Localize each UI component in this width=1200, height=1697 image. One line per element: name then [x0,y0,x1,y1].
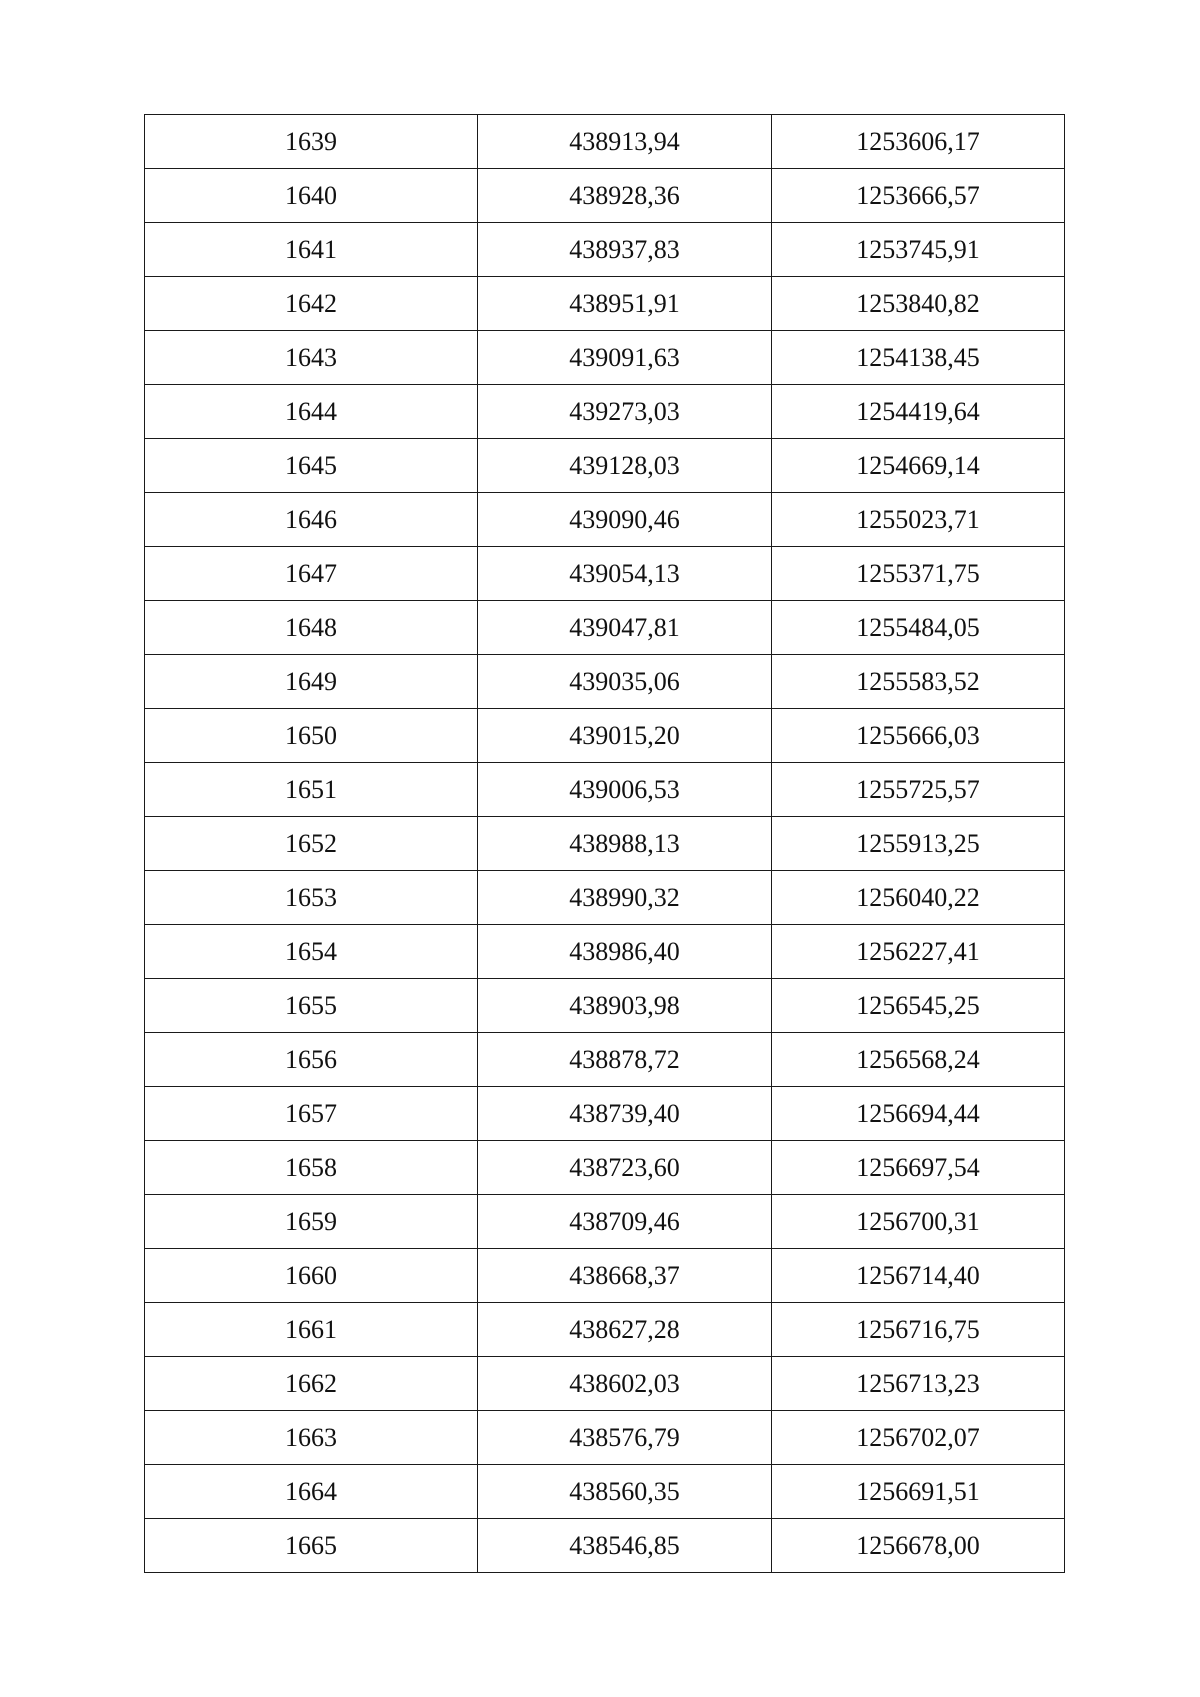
x-coordinate-cell: 438723,60 [478,1141,772,1195]
point-number-cell: 1642 [145,277,478,331]
point-number-cell: 1640 [145,169,478,223]
x-coordinate-cell: 438560,35 [478,1465,772,1519]
point-number-cell: 1651 [145,763,478,817]
x-coordinate-cell: 438602,03 [478,1357,772,1411]
table-row [145,115,1065,169]
x-coordinate-cell: 439006,53 [478,763,772,817]
table-row [145,979,1065,1033]
point-number-cell: 1648 [145,601,478,655]
y-coordinate-cell: 1255725,57 [772,763,1065,817]
point-number-cell: 1658 [145,1141,478,1195]
table-row [145,1141,1065,1195]
point-number-cell: 1641 [145,223,478,277]
point-number-cell: 1663 [145,1411,478,1465]
y-coordinate-cell: 1253666,57 [772,169,1065,223]
x-coordinate-cell: 438928,36 [478,169,772,223]
coordinates-table-body [145,115,1065,1573]
table-row [145,1411,1065,1465]
point-number-cell: 1657 [145,1087,478,1141]
table-row [145,1033,1065,1087]
table-row [145,1195,1065,1249]
y-coordinate-cell: 1255484,05 [772,601,1065,655]
y-coordinate-cell: 1253745,91 [772,223,1065,277]
x-coordinate-cell: 438988,13 [478,817,772,871]
y-coordinate-cell: 1253606,17 [772,115,1065,169]
point-number-cell: 1662 [145,1357,478,1411]
y-coordinate-cell: 1254138,45 [772,331,1065,385]
y-coordinate-cell: 1255023,71 [772,493,1065,547]
table-row [145,439,1065,493]
y-coordinate-cell: 1256702,07 [772,1411,1065,1465]
table-row [145,763,1065,817]
x-coordinate-cell: 438913,94 [478,115,772,169]
point-number-cell: 1644 [145,385,478,439]
point-number-cell: 1643 [145,331,478,385]
y-coordinate-cell: 1256691,51 [772,1465,1065,1519]
x-coordinate-cell: 438951,91 [478,277,772,331]
x-coordinate-cell: 439054,13 [478,547,772,601]
y-coordinate-cell: 1254419,64 [772,385,1065,439]
point-number-cell: 1665 [145,1519,478,1573]
x-coordinate-cell: 438668,37 [478,1249,772,1303]
y-coordinate-cell: 1256716,75 [772,1303,1065,1357]
table-row [145,817,1065,871]
table-row [145,223,1065,277]
x-coordinate-cell: 438990,32 [478,871,772,925]
table-row [145,1465,1065,1519]
point-number-cell: 1646 [145,493,478,547]
point-number-cell: 1664 [145,1465,478,1519]
y-coordinate-cell: 1256227,41 [772,925,1065,979]
x-coordinate-cell: 439091,63 [478,331,772,385]
x-coordinate-cell: 438546,85 [478,1519,772,1573]
y-coordinate-cell: 1255913,25 [772,817,1065,871]
x-coordinate-cell: 439128,03 [478,439,772,493]
table-row [145,1519,1065,1573]
x-coordinate-cell: 439047,81 [478,601,772,655]
point-number-cell: 1654 [145,925,478,979]
point-number-cell: 1653 [145,871,478,925]
point-number-cell: 1660 [145,1249,478,1303]
table-row [145,871,1065,925]
point-number-cell: 1661 [145,1303,478,1357]
y-coordinate-cell: 1253840,82 [772,277,1065,331]
x-coordinate-cell: 438739,40 [478,1087,772,1141]
point-number-cell: 1650 [145,709,478,763]
x-coordinate-cell: 438709,46 [478,1195,772,1249]
point-number-cell: 1656 [145,1033,478,1087]
y-coordinate-cell: 1256568,24 [772,1033,1065,1087]
point-number-cell: 1639 [145,115,478,169]
x-coordinate-cell: 439015,20 [478,709,772,763]
point-number-cell: 1645 [145,439,478,493]
table-row [145,601,1065,655]
y-coordinate-cell: 1256700,31 [772,1195,1065,1249]
table-row [145,1249,1065,1303]
y-coordinate-cell: 1256694,44 [772,1087,1065,1141]
table-row [145,493,1065,547]
table-row [145,1357,1065,1411]
table-row [145,1087,1065,1141]
y-coordinate-cell: 1255371,75 [772,547,1065,601]
x-coordinate-cell: 438937,83 [478,223,772,277]
table-row [145,1303,1065,1357]
table-row [145,925,1065,979]
point-number-cell: 1652 [145,817,478,871]
x-coordinate-cell: 439035,06 [478,655,772,709]
y-coordinate-cell: 1256697,54 [772,1141,1065,1195]
y-coordinate-cell: 1256678,00 [772,1519,1065,1573]
y-coordinate-cell: 1255583,52 [772,655,1065,709]
x-coordinate-cell: 438576,79 [478,1411,772,1465]
y-coordinate-cell: 1256713,23 [772,1357,1065,1411]
table-row [145,655,1065,709]
table-row [145,277,1065,331]
y-coordinate-cell: 1255666,03 [772,709,1065,763]
coordinates-table [144,114,1065,1573]
x-coordinate-cell: 438986,40 [478,925,772,979]
point-number-cell: 1659 [145,1195,478,1249]
x-coordinate-cell: 438903,98 [478,979,772,1033]
table-row [145,169,1065,223]
table-row [145,547,1065,601]
table-row [145,709,1065,763]
x-coordinate-cell: 438627,28 [478,1303,772,1357]
y-coordinate-cell: 1256040,22 [772,871,1065,925]
y-coordinate-cell: 1256545,25 [772,979,1065,1033]
point-number-cell: 1655 [145,979,478,1033]
point-number-cell: 1649 [145,655,478,709]
y-coordinate-cell: 1256714,40 [772,1249,1065,1303]
x-coordinate-cell: 438878,72 [478,1033,772,1087]
point-number-cell: 1647 [145,547,478,601]
x-coordinate-cell: 439273,03 [478,385,772,439]
y-coordinate-cell: 1254669,14 [772,439,1065,493]
x-coordinate-cell: 439090,46 [478,493,772,547]
table-row [145,331,1065,385]
table-row [145,385,1065,439]
